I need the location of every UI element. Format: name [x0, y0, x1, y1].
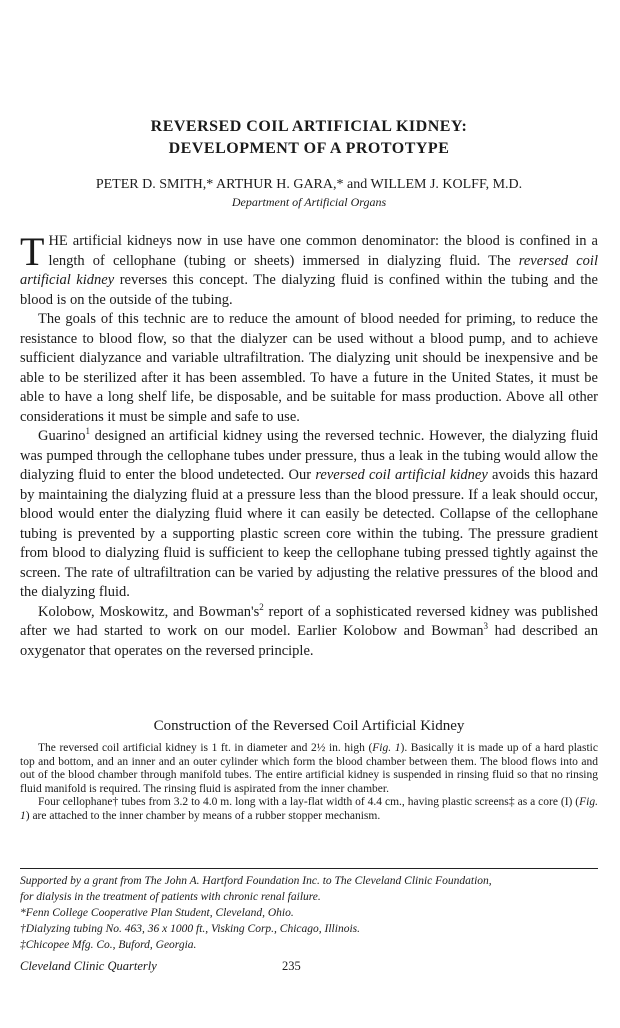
reference-marker: 2 [259, 601, 264, 612]
department-name: Department of Artificial Organs [231, 195, 387, 209]
drop-cap: T [20, 229, 45, 274]
footnote-support-1: Supported by a grant from The John A. Hartford Foundation Inc. to The Cleveland Clinic Foundation, [20, 875, 492, 887]
article-title [20, 116, 598, 160]
intro-paragraph-1: THE artificial kidneys now in use have one common denominator: the blood is confined in a length of cellophane (tubing or sheets) immersed in dialyzing fluid. The reversed coil artificial kidney reverses this concept. The dialyzing fluid is confined within the tubing and the blood is on the outside of the tubing. [20, 229, 598, 308]
footnote-divider [20, 868, 598, 869]
footnotes [20, 873, 598, 953]
journal-name: Cleveland Clinic Quarterly [20, 959, 157, 973]
author-list: PETER D. SMITH,* ARTHUR H. GARA,* and WILLEM J. KOLFF, M.D. [95, 177, 523, 192]
construction-body [20, 742, 598, 824]
reference-marker: 3 [483, 621, 489, 632]
emphasis-term: reversed coil artificial kidney [315, 467, 488, 483]
construction-paragraph-2: Four cellophane† tubes from 3.2 to 4.0 m. long with a lay-flat width of 4.4 cm., having plastic screens‡ as a core (I) (Fig. 1) are attached to the inner chamber by means of a rubber stopper mechanism. [20, 796, 598, 822]
construction-paragraph-1: The reversed coil artificial kidney is 1 ft. in diameter and 2½ in. high (Fig. 1). Basically it is made up of a hard plastic top and bottom, and an inner and an outer cylinder which form the blood chamber between them. The blood flows into and out of the blood chamber through manifold tubes. The entire artificial kidney is suspended in rinsing fluid so that no rinsing fluid manifold is required. The rinsing fluid is aspirated from the inner chamber. [20, 742, 598, 795]
figure-reference: Fig. 1 [372, 742, 401, 754]
article-page [20, 0, 598, 1028]
reference-marker: 1 [85, 426, 91, 437]
title-line-2: DEVELOPMENT OF A PROTOTYPE [168, 140, 450, 157]
intro-paragraph-3: Guarino$^1$ designed an artificial kidney using the reversed technic. However, the dialyzing fluid was pumped through the cellophane tubes under pressure, thus a leak in the tubing would allow the dialyzing fluid to enter the blood undetected. Our reversed coil artificial kidney avoids this hazard by maintaining the dialyzing fluid at a pressure less than the blood pressure. If a leak should occur, blood would enter the dialyzing fluid where it can easily be detected. Collapse of the cellophane tubing is prevented by a supporting plastic screen core within the tubing. The pressure gradient from blood to dialyzing fluid is sufficient to keep the cellophane tubing pressed tightly against the screen. The rate of ultrafiltration can be varied by adjusting the relative pressures of the blood and the dialyzing fluid. [20, 426, 598, 600]
footnote-double-dagger: ‡Chicopee Mfg. Co., Buford, Georgia. [20, 939, 197, 951]
title-line-1: REVERSED COIL ARTIFICIAL KIDNEY: [150, 118, 468, 135]
footnote-star: *Fenn College Cooperative Plan Student, Cleveland, Ohio. [20, 907, 294, 919]
intro-paragraph-4: Kolobow, Moskowitz, and $Bowman's^2$ report of a sophisticated reversed kidney was published after we had started to work on our model. Earlier Kolobow and Bowman$^3$ had described an oxygenator that operates on the reversed principle. [20, 601, 598, 659]
figure-reference: Fig. 1 [20, 796, 598, 822]
section-heading: Construction of the Reversed Coil Artificial Kidney [153, 718, 465, 734]
footnote-support-2: for dialysis in the treatment of patients with chronic renal failure. [20, 891, 321, 903]
footnote-dagger: †Dialyzing tubing No. 463, 36 x 1000 ft., Visking Corp., Chicago, Illinois. [20, 923, 360, 935]
emphasis-term: reversed coil artificial kidney [20, 252, 598, 288]
intro-body [20, 229, 598, 661]
page-number: 235 [282, 959, 301, 973]
intro-paragraph-2: The goals of this technic are to reduce the amount of blood needed for priming, to reduce the resistance to blood flow, so that the dialyzer can be used without a blood pump, and to achieve sufficient dialyzance and variable ultrafiltration. The dialyzing unit should be inexpensive and be able to be sterilized after it has been assembled. To have a future in the United States, it must be able to have a long shelf life, be disposable, and be suitable for mass production. Above all other considerations it must be simple and safe to use. [20, 311, 598, 425]
